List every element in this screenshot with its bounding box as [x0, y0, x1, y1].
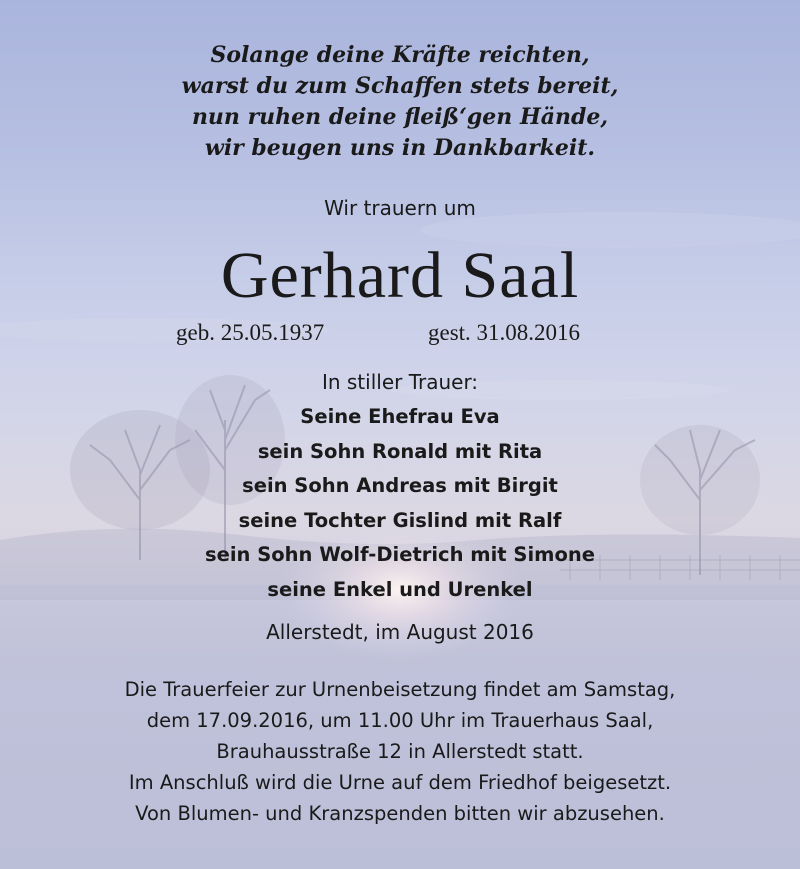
- birth-date: geb. 25.05.1937: [176, 320, 325, 345]
- place-date: Allerstedt, im August 2016: [266, 620, 534, 644]
- notice-line: dem 17.09.2016, um 11.00 Uhr im Trauerhaus Saal,: [146, 709, 654, 732]
- family-member: Seine Ehefrau Eva: [300, 405, 500, 428]
- memorial-verse: [0, 40, 800, 164]
- verse-line: nun ruhen deine fleiß‘gen Hände,: [191, 104, 609, 130]
- family-member: seine Tochter Gislind mit Ralf: [238, 508, 562, 532]
- family-member: seine Enkel und Urenkel: [267, 577, 533, 601]
- family-member: sein Sohn Andreas mit Birgit: [242, 474, 558, 497]
- in-grief-heading: In stiller Trauer:: [321, 370, 479, 394]
- notice-line: Von Blumen- und Kranzspenden bitten wir abzusehen.: [135, 802, 665, 825]
- death-date: gest. 31.08.2016: [428, 320, 581, 345]
- notice-line: Brauhausstraße 12 in Allerstedt statt.: [216, 740, 584, 763]
- verse-line: warst du zum Schaffen stets bereit,: [181, 73, 619, 99]
- mourning-line: Wir trauern um: [324, 196, 476, 220]
- family-member: sein Sohn Wolf-Dietrich mit Simone: [205, 543, 595, 566]
- family-member: sein Sohn Ronald mit Rita: [257, 439, 543, 463]
- notice-line: Im Anschluß wird die Urne auf dem Friedhof beigesetzt.: [128, 771, 672, 794]
- family-list: [0, 400, 800, 607]
- notice-line: Die Trauerfeier zur Urnenbeisetzung findet am Samstag,: [124, 678, 676, 701]
- verse-line: wir beugen uns in Dankbarkeit.: [204, 135, 596, 161]
- verse-line: Solange deine Kräfte reichten,: [210, 42, 590, 68]
- funeral-notice: [0, 674, 800, 829]
- deceased-name: Gerhard Saal: [220, 239, 580, 312]
